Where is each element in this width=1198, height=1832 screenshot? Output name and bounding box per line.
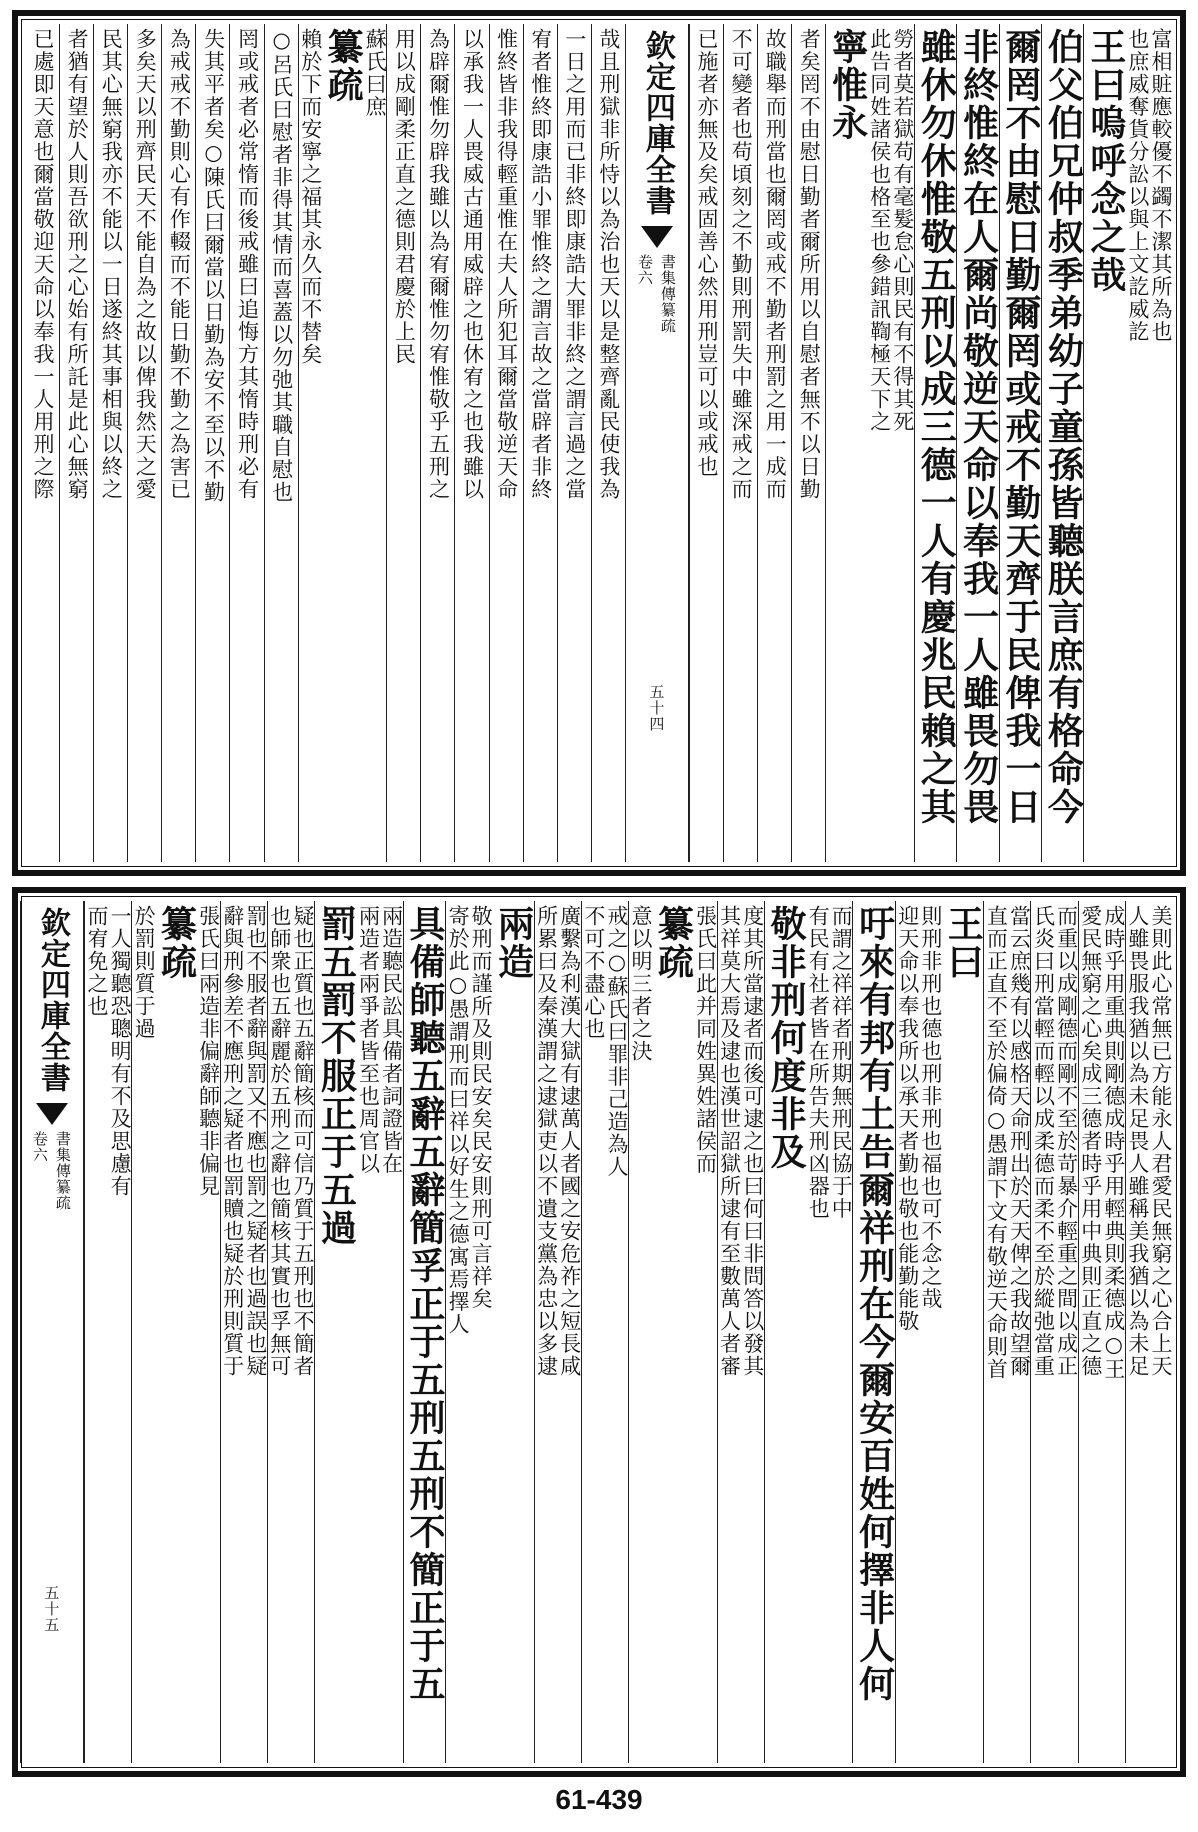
text-columns-top [26,24,1172,862]
annotation-text: 也師衆也五辭麗於五刑之辭也簡核其實也孚無可 [267,905,292,1378]
main-text: 王曰 [942,905,985,981]
text-column [791,24,825,862]
text-column [26,24,59,862]
text-column [956,24,998,862]
annotation-text: 不可不盡心也 [581,905,606,1040]
text-column [127,24,161,862]
annotation-text: 而謂之祥祥者刑期無刑民協于中 [829,905,854,1220]
text-columns-bottom [26,901,1172,1763]
text-column [723,24,757,862]
main-text: 寧惟永 [826,28,869,142]
main-text: 具備師聽五辭五辭簡孚正于五刑五刑不簡正于五 [403,905,446,1703]
text-column [557,24,591,862]
annotation-text: 美則此心常無已方能永人君愛民無窮之心合上天 [1149,905,1173,1378]
annotation-text: 辭與刑參差不應刑之疑者也罰贖也疑於刑則質于 [220,905,245,1378]
fishtail-mark [36,1103,68,1125]
annotation-text: 用以成剛柔正直之德則君慶於上民 [392,28,417,366]
text-column [628,901,717,1763]
annotation-text: 不可變者也苟頃刻之不勤則刑罰失中雖深戒之而 [729,28,754,501]
annotation-text: 度其所當逮者而後可逮之也曰何曰非問答以發其 [740,905,765,1378]
text-column [914,24,956,862]
main-text: 吁來有邦有土告爾祥刑在今爾安百姓何擇非人何 [853,905,896,1703]
annotation-text: 為辟爾惟勿辟我雖以為宥爾惟勿宥惟敬乎五刑之 [426,28,451,501]
main-text: 伯父伯兄仲叔季弟幼子童孫皆聽朕言庶有格命今 [1042,28,1085,826]
annotation-text: 而宥免之也 [84,905,109,1018]
page-panel-bottom [12,887,1186,1777]
annotation-text: 成時乎用重典則剛德成時乎用輕典則柔德成○王 [1101,905,1126,1381]
annotation-text: 已施者亦無及矣戒固善心然用刑豈可以或戒也 [695,28,719,478]
annotation-text: 故職舉而刑當也爾罔或戒不勤者刑罰之用一成而 [763,28,788,501]
leaf-number: 五十五 [42,1585,61,1633]
text-column [689,24,723,862]
library-title: 欽定四庫全書 [639,30,675,216]
text-column [454,24,488,862]
annotation-text: 者矣罔不由慰日勤者爾所用以自慰者無不以日勤 [797,28,822,501]
text-column [581,901,628,1763]
annotation-text: 所累曰及秦漢謂之逮獄吏以不遺支黨為忠以多逮 [534,905,559,1378]
text-column [220,901,267,1763]
text-column [1125,901,1172,1763]
library-title: 欽定四庫全書 [34,907,70,1093]
text-column [403,901,445,1763]
text-column [314,901,403,1763]
annotation-text: 而重以成剛德而剛不至於苛暴介輕重之間以成正 [1054,905,1079,1378]
annotation-text: 廣繫為利漢大獄有逮萬人者國之安危祚之短長咸 [557,905,582,1378]
text-column [93,24,127,862]
commentary-marker: 纂疏 [155,905,198,981]
annotation-text: 此告同姓諸侯也格至也參錯訊鞫極天下之 [867,28,892,433]
annotation-text: 寄於此○愚謂刑而曰祥以好生之德寓焉擇人 [446,905,471,1336]
annotation-text: 於罰則質于過 [132,905,157,1040]
annotation-text: 張氏曰兩造非偏辭師聽非偏見 [196,905,221,1198]
annotation-text: 已處即天意也爾當敬迎天命以奉我一人用刑之際 [31,28,56,501]
annotation-text: 為戒戒不勤則心有作輟而不能日勤不勤之為害已 [167,28,192,501]
annotation-text: 直而正直不至於偏倚○愚謂下文有敬逆天命則首 [984,905,1009,1381]
annotation-text: 富相賍應較優不蠲不潔其所為也 [1149,28,1173,343]
text-column [764,901,853,1763]
text-column [591,24,625,862]
annotation-text: 罰也不服者辭與罰又不應也罰之疑者也過誤也疑 [243,905,268,1378]
annotation-text: ○呂氏曰慰者非得其情而喜蓋以勿弛其職自慰也 [269,28,294,504]
annotation-text: 也庶威奪貨分訟以與上文訖威訖 [1125,28,1150,343]
main-text: 王曰嗚呼念之哉 [1084,28,1127,294]
page-number-footer: 61-439 [555,1784,643,1815]
text-column [59,24,93,862]
text-column [420,24,454,862]
annotation-text: 民其心無窮我亦不能以一日遂終其事相與以終之 [99,28,124,501]
annotation-text: 疑也正質也五辭簡核而可信乃質于五刑也不簡者 [291,905,316,1378]
annotation-text: 有民有社者皆在所告夫刑凶器也 [806,905,831,1220]
book-title-block [635,254,679,334]
text-column [445,901,534,1763]
fishtail-mark [641,226,673,248]
main-text: 雖休勿休惟敬五刑以成三德一人有慶兆民賴之其 [915,28,958,826]
volume-label: 卷六 [30,1131,49,1163]
main-text: 罰五罰不服正于五過 [315,905,358,1247]
text-column [298,24,387,862]
annotation-text: 多矣天以刑齊民天不能自為之故以俾我然天之愛 [133,28,158,501]
text-column [84,901,131,1763]
page-panel-top [12,10,1186,876]
annotation-text: 賴於下而安寧之福其永久而不替矣 [298,28,323,366]
text-column [757,24,791,862]
text-column [1083,24,1172,862]
annotation-text: 失其平者矣○陳氏曰爾當以日勤為安不至以不勤 [201,28,226,504]
text-column [534,901,581,1763]
annotation-text: 蘇氏曰庶 [363,28,388,118]
main-text: 非終惟終在人爾尚敬逆天命以奉我一人雖畏勿畏 [957,28,1000,826]
annotation-text: 人雖畏服我猶以為未足畏人雖稱美我猶以為未足 [1125,905,1150,1378]
book-title: 書集傳纂疏 [658,254,677,334]
text-column [264,24,298,862]
annotation-text: 以承我一人畏威古通用威辟之也休宥之也我雖以 [460,28,485,501]
annotation-text: 張氏曰此并同姓異姓諸侯而 [693,905,718,1175]
book-title-block [30,1131,74,1211]
annotation-text: 罔或戒者必常惰而後戒雖曰追悔方其惰時刑必有 [235,28,260,501]
text-column [852,901,894,1763]
text-column [386,24,420,862]
annotation-text: 其祥莫大焉及逮也漢世詔獄所逮有至數萬人者審 [717,905,742,1378]
annotation-text: 兩造聽民訟具備者詞證皆在 [379,905,404,1175]
main-text: 爾罔不由慰日勤爾罔或戒不勤天齊于民俾我一日 [1000,28,1043,826]
text-column [895,901,984,1763]
text-column [1030,901,1077,1763]
annotation-text: 一人獨聽恐聰明有不及思慮有 [108,905,133,1198]
text-column [229,24,263,862]
book-title: 書集傳纂疏 [53,1131,72,1211]
commentary-marker: 纂疏 [652,905,695,981]
annotation-text: 迎天命以奉我所以承天者勤也敬也能勤能敬 [895,905,920,1333]
text-column [717,901,764,1763]
annotation-text: 則刑非刑也德也刑非刑也福也可不念之哉 [918,905,943,1310]
text-column [195,24,229,862]
text-column [489,24,523,862]
text-column [161,24,195,862]
text-column [1041,24,1083,862]
annotation-text: 戒之○蘇氏曰罪非己造為人 [604,905,629,1178]
annotation-text: 宥者惟終即康誥小罪惟終之謂言故之當辟者非終 [528,28,553,501]
text-column [825,24,914,862]
annotation-text: 敬刑而謹所及則民安矣民安則刑可言祥矣 [469,905,494,1310]
annotation-text: 兩造者兩爭者皆至也周官以 [356,905,381,1175]
annotation-text: 惟終皆非我得輕重惟在夫人所犯耳爾當敬逆天命 [494,28,519,501]
text-column [523,24,557,862]
text-column [267,901,314,1763]
main-text: 敬非刑何度非及 [765,905,808,1171]
main-text: 兩造 [492,905,535,981]
annotation-text: 當云庶幾有以感格天命刑出於天天俾之我故望爾 [1007,905,1032,1378]
volume-label: 卷六 [635,254,654,286]
annotation-text: 哉且刑獄非所恃以為治也天以是整齊亂民使我為 [596,28,621,501]
commentary-marker: 纂疏 [322,28,365,104]
text-column [983,901,1030,1763]
annotation-text: 氏炎曰刑當輕而輕以成柔德而柔不至於縱弛當重 [1031,905,1056,1378]
center-margin [20,901,84,1763]
center-margin [625,24,689,862]
text-column [131,901,220,1763]
annotation-text: 一日之用而已非終即康誥大罪非終之謂言過之當 [562,28,587,501]
annotation-text: 勞者莫若獄苟有毫髮怠心則民有不得其死 [890,28,915,433]
annotation-text: 愛民無窮之心矣成三德者時乎用中典則正直之德 [1078,905,1103,1378]
leaf-number: 五十四 [647,684,666,732]
text-column [1078,901,1125,1763]
annotation-text: 者猶有望於人則吾欲刑之心始有所託是此心無窮 [65,28,90,501]
text-column [999,24,1041,862]
annotation-text: 意以明三者之決 [629,905,654,1063]
